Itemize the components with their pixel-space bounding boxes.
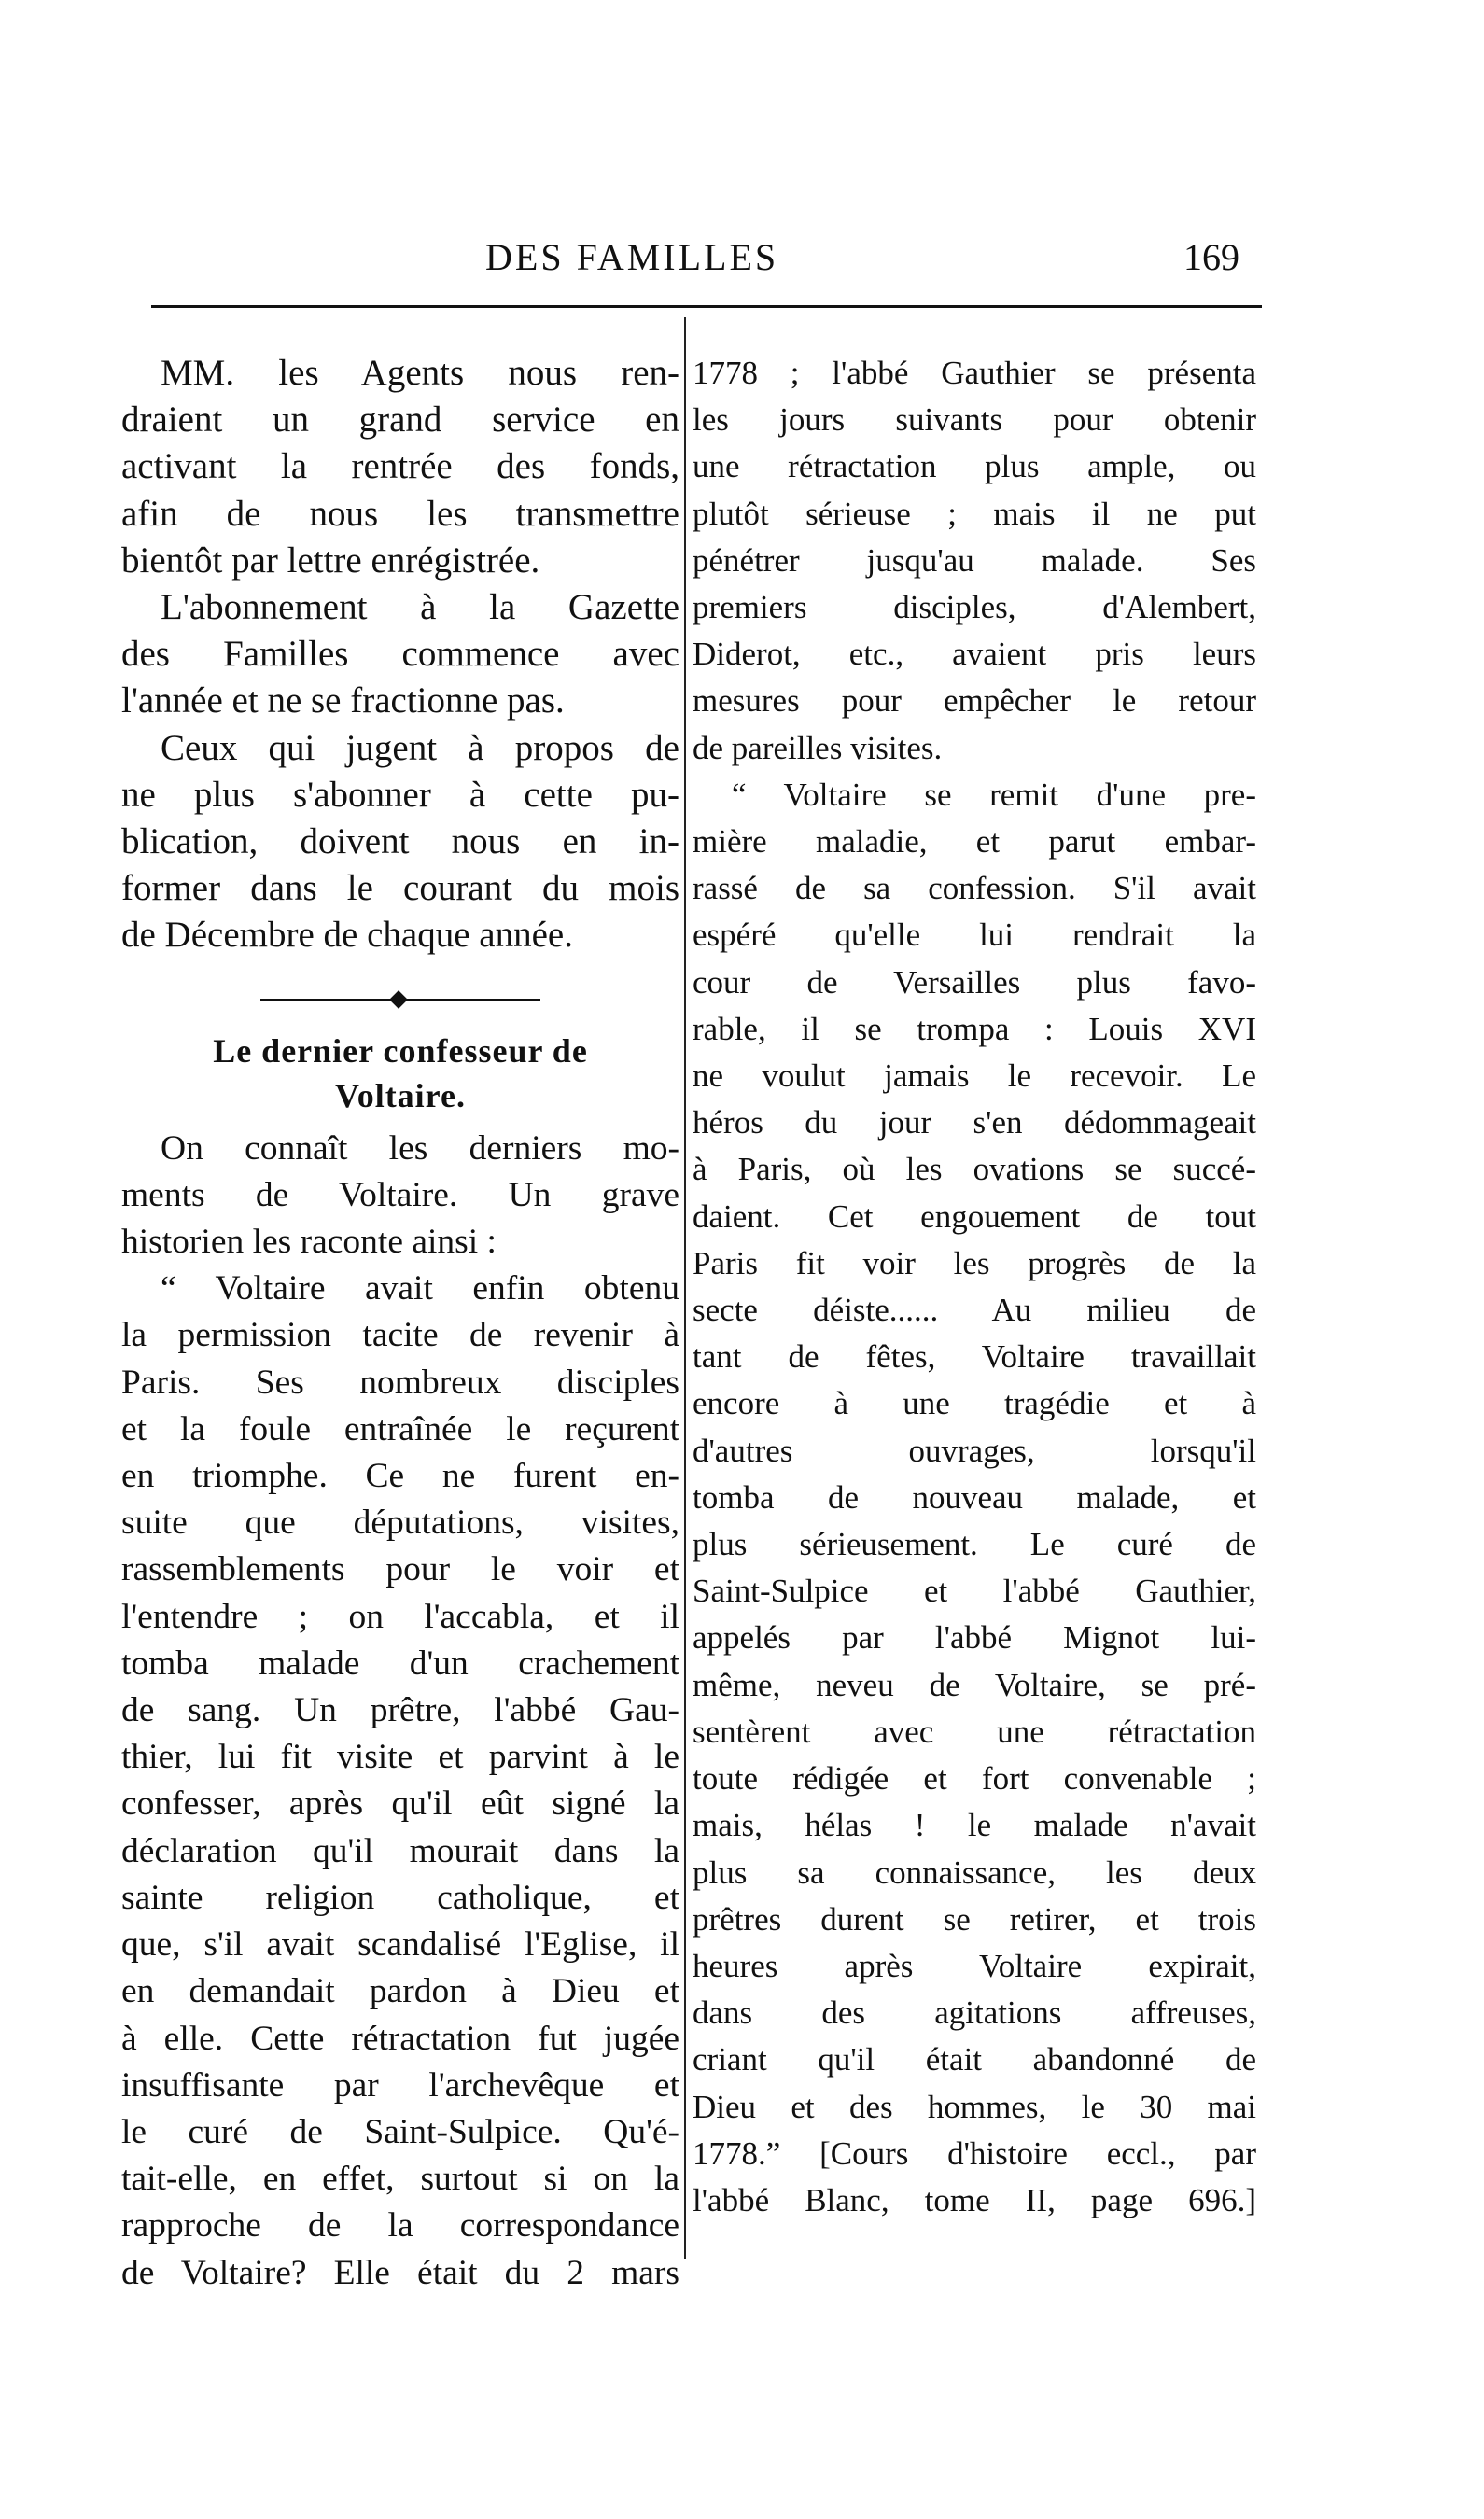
text-line: rapproche de la correspondance [121,2206,679,2246]
left-column [121,350,679,2297]
text-line: une rétractation plus ample, ou [693,448,1256,485]
text-line: ne voulut jamais le recevoir. Le [693,1057,1256,1095]
text-line: Saint-Sulpice et l'abbé Gauthier, [693,1573,1256,1610]
text-line: tant de fêtes, Voltaire travaillait [693,1338,1256,1376]
text-line: daient. Cet engouement de tout [693,1197,1256,1235]
text-line: dans des agitations affreuses, [693,1994,1256,2032]
text-line: draient un grand service en [121,399,679,441]
agents-notice [121,350,679,584]
text-line: 1778 ; l'abbé Gauthier se présenta [693,355,1256,391]
text-line: “ Voltaire se remit d'une pre- [732,776,1256,813]
text-line: tomba malade d'un crachement [121,1644,679,1683]
text-line: mais, hélas ! le malade n'avait [693,1807,1256,1844]
text-line: cour de Versailles plus favo- [693,963,1256,1001]
text-line: afin de nous les transmettre [121,493,679,534]
text-line: en triomphe. Ce ne furent en- [121,1457,679,1496]
text-line: plutôt sérieuse ; mais il ne put [693,495,1256,532]
text-line: plus sa connaissance, les deux [693,1854,1256,1891]
section-ornament [260,976,540,1023]
text-line: rable, il se trompa : Louis XVI [693,1010,1256,1047]
text-line: confesser, après qu'il eût signé la [121,1784,679,1824]
text-line: de Décembre de chaque année. [121,915,573,956]
text-line: ne plus s'abonner à cette pu- [121,774,679,815]
text-line: l'entendre ; on l'accabla, et il [121,1597,679,1636]
text-line: Paris fit voir les progrès de la [693,1244,1256,1281]
text-line: On connaît les derniers mo- [161,1128,679,1168]
text-line: les jours suivants pour obtenir [693,401,1256,439]
text-line: déclaration qu'il mourait dans la [121,1831,679,1870]
text-line: des Familles commence avec [121,634,679,675]
column-divider [684,317,686,2259]
text-line: ments de Voltaire. Un grave [121,1175,679,1214]
text-line: sentèrent avec une rétractation [693,1713,1256,1750]
text-line: appelés par l'abbé Mignot lui- [693,1619,1256,1657]
text-line: de Voltaire? Elle était du 2 mars [121,2253,679,2292]
page-number: 169 [1183,236,1239,278]
text-line: activant la rentrée des fonds, [121,446,679,487]
text-line: l'abbé Blanc, tome II, page 696.] [693,2181,1256,2218]
subscription-notice [121,584,679,725]
text-line: suite que députations, visites, [121,1504,679,1543]
text-line: à Paris, où les ovations se succé- [693,1151,1256,1188]
text-line: rassé de sa confession. S'il avait [693,870,1256,907]
text-line: mesures pour empêcher le retour [693,682,1256,720]
article-quote [121,1266,679,2296]
text-line: criant qu'il était abandonné de [693,2041,1256,2078]
text-line: espéré qu'elle lui rendrait la [693,917,1256,954]
text-line: de sang. Un prêtre, l'abbé Gau- [121,1691,679,1730]
cancellation-notice [121,725,679,959]
text-line: “ Voltaire avait enfin obtenu [161,1269,679,1308]
text-line: rassemblements pour le voir et [121,1550,679,1589]
header-rule [151,305,1262,308]
text-line: Ceux qui jugent à propos de [161,727,679,768]
text-line: toute rédigée et fort convenable ; [693,1760,1256,1798]
text-line: et la foule entraînée le reçurent [121,1409,679,1448]
article-intro [121,1126,679,1266]
text-line: thier, lui fit visite et parvint à le [121,1738,679,1777]
text-line: MM. les Agents nous ren- [161,353,679,393]
text-line: premiers disciples, d'Alembert, [693,589,1256,626]
running-head: DES FAMILLES [485,236,779,278]
text-line: former dans le courant du mois [121,868,679,909]
section-title-continued: Voltaire. [335,1076,466,1114]
text-line: historien les raconte ainsi : [121,1223,497,1262]
second-quote [693,772,1256,2224]
text-line: que, s'il avait scandalisé l'Eglise, il [121,1925,679,1965]
section-title: Le dernier confesseur de [213,1031,588,1070]
text-line: le curé de Saint-Sulpice. Qu'é- [121,2112,679,2151]
text-line: heures après Voltaire expirait, [693,1947,1256,1984]
text-line: Dieu et des hommes, le 30 mai [693,2088,1256,2125]
text-line: prêtres durent se retirer, et trois [693,1900,1256,1938]
text-line: d'autres ouvrages, lorsqu'il [693,1432,1256,1469]
text-line: même, neveu de Voltaire, se pré- [693,1666,1256,1703]
text-line: encore à une tragédie et à [693,1385,1256,1422]
text-line: sainte religion catholique, et [121,1878,679,1917]
text-line: en demandait pardon à Dieu et [121,1972,679,2011]
text-line: bientôt par lettre enrégistrée. [121,539,540,581]
text-line: héros du jour s'en dédommageait [693,1104,1256,1141]
text-line: mière maladie, et parut embar- [693,823,1256,861]
text-line: de pareilles visites. [693,729,943,766]
text-line: tait-elle, en effet, surtout si on la [121,2160,679,2199]
article-continuation [693,350,1256,772]
text-line: insuffisante par l'archevêque et [121,2065,679,2105]
right-column [693,350,1256,2224]
text-line: Paris. Ses nombreux disciples [121,1363,679,1402]
text-line: pénétrer jusqu'au malade. Ses [693,541,1256,579]
text-line: Diderot, etc., avaient pris leurs [693,636,1256,673]
text-line: l'année et ne se fractionne pas. [121,680,565,721]
text-line: la permission tacite de revenir à [121,1316,679,1355]
text-line: L'abonnement à la Gazette [161,587,679,628]
text-line: 1778.” [Cours d'histoire eccl., par [693,2134,1256,2172]
text-line: plus sérieusement. Le curé de [693,1526,1256,1563]
text-line: à elle. Cette rétractation fut jugée [121,2019,679,2058]
text-line: tomba de nouveau malade, et [693,1478,1256,1516]
text-line: secte déiste...... Au milieu de [693,1292,1256,1329]
text-line: blication, doivent nous en in- [121,821,679,862]
